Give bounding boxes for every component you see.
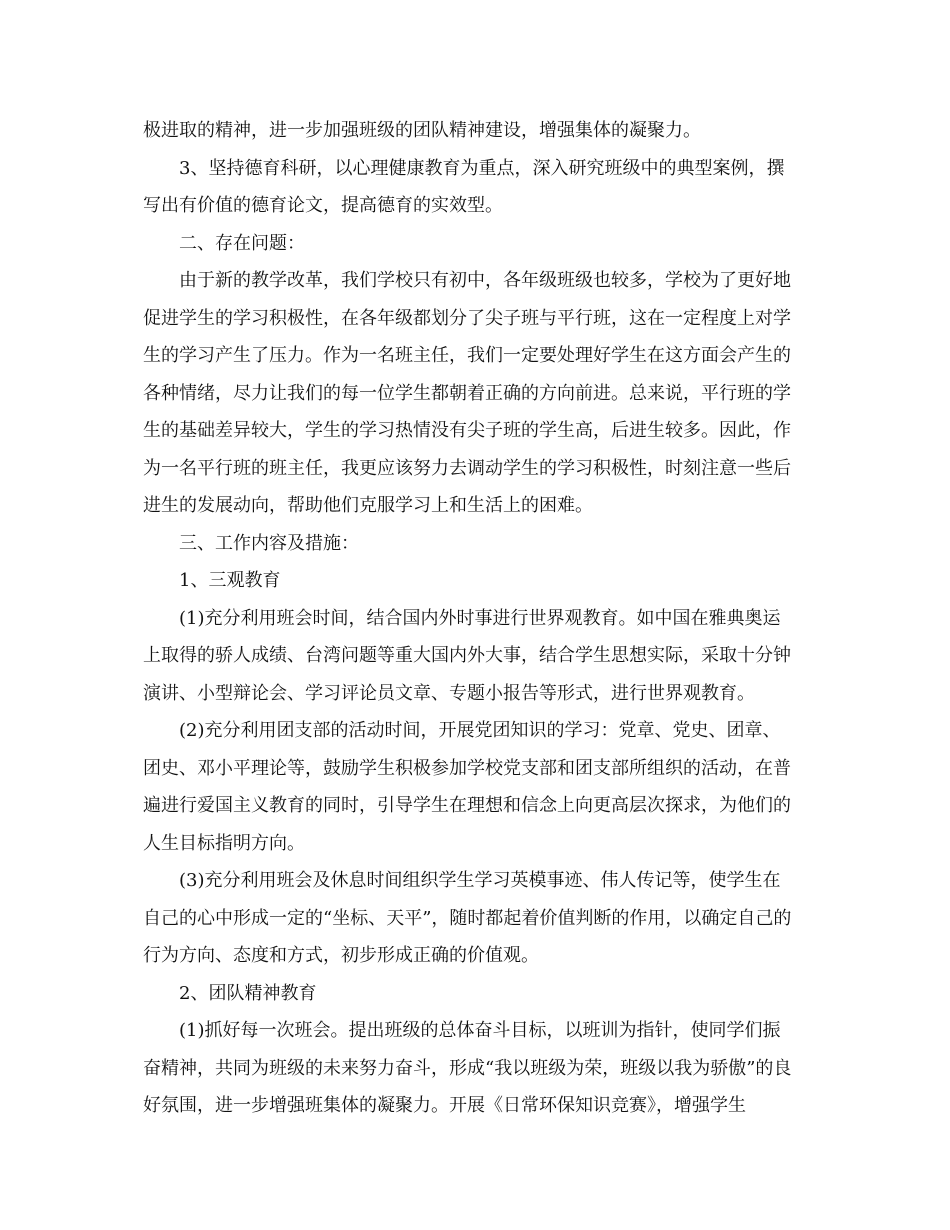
paragraph-continuation: 极进取的精神，进一步加强班级的团队精神建设，增强集体的凝聚力。: [143, 120, 701, 141]
document-body: [143, 112, 798, 1125]
section-heading-measures: 三、工作内容及措施：: [179, 532, 359, 554]
paragraph-three-views-3: (3)充分利用班会及休息时间组织学生学习英模事迹、伟人传记等，使学生在自己的心中形成一定的“坐标、天平”，随时都起着价值判断的作用，以确定自己的行为方向、态度和方式，初步形成正确的价值观。: [143, 870, 792, 966]
section-heading-problems: 二、存在问题：: [179, 232, 305, 254]
subheading-three-views: 1、三观教育: [179, 570, 281, 591]
paragraph-three-views-1: (1)充分利用班会时间，结合国内外时事进行世界观教育。如中国在雅典奥运上取得的骄人成绩、台湾问题等重大国内外大事，结合学生思想实际，采取十分钟演讲、小型辩论会、学习评论员文章、专题小报告等形式，进行世界观教育。: [143, 607, 791, 704]
paragraph-problems: 由于新的教学改革，我们学校只有初中，各年级班级也较多，学校为了更好地促进学生的学习积极性，在各年级都划分了尖子班与平行班，这在一定程度上对学生的学习产生了压力。作为一名班主任，我们一定要处理好学生在这方面会产生的各种情绪，尽力让我们的每一位学生都朝着正确的方向前进。总来说，平行班的学生的基础差异较大，学生的学习热情没有尖子班的学生高，后进生较多。因此，作为一名平行班的班主任，我更应该努力去调动学生的学习积极性，时刻注意一些后进生的发展动向，帮助他们克服学习上和生活上的困难。: [143, 270, 791, 516]
subheading-team-spirit: 2、团队精神教育: [179, 982, 317, 1004]
paragraph-team-spirit-1: (1)抓好每一次班会。提出班级的总体奋斗目标，以班训为指针，使同学们振奋精神，共同为班级的未来努力奋斗，形成“我以班级为荣，班级以我为骄傲”的良好氛围，进一步增强班集体的凝聚力。开展《日常环保知识竞赛》，增强学生: [143, 1020, 792, 1116]
paragraph-item-3: 3、坚持德育科研，以心理健康教育为重点，深入研究班级中的典型案例，撰写出有价值的德育论文，提高德育的实效型。: [143, 157, 785, 216]
paragraph-three-views-2: (2)充分利用团支部的活动时间，开展党团知识的学习：党章、党史、团章、团史、邓小平理论等，鼓励学生积极参加学校党支部和团支部所组织的活动，在普遍进行爱国主义教育的同时，引导学生在理想和信念上向更高层次探求，为他们的人生目标指明方向。: [143, 720, 791, 854]
